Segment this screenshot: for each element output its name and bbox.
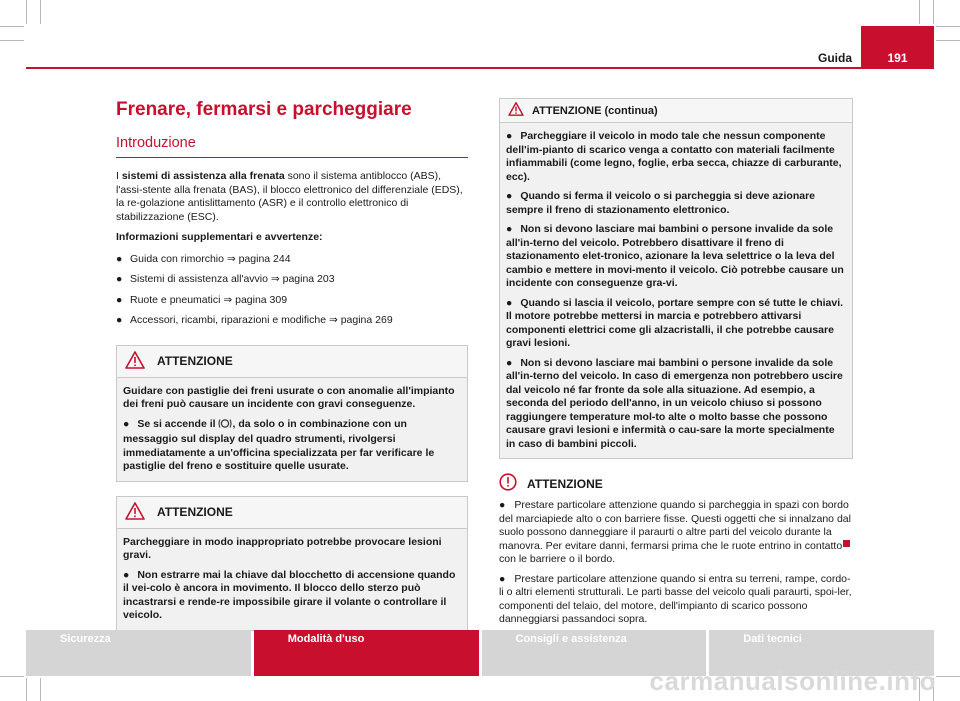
list-item[interactable] <box>116 273 468 287</box>
crop-mark <box>40 678 41 701</box>
intro-paragraph <box>116 170 468 224</box>
warning-text: Non si devono lasciare mai bambini o persone invalide da sole all'in-terno del veicolo. Potrebbero disattivare il freno di stazionamento elet-tronico, azionare la leva selettrice o la leva del cambio e mettere in movi-mento il veicolo. Ciò potrebbe causare un incidente con conseguenze gra-vi. <box>506 223 844 289</box>
left-column <box>116 98 468 631</box>
tab-sicurezza[interactable]: Sicurezza <box>26 630 251 676</box>
section-end-mark <box>843 540 850 547</box>
warning-bullet-text <box>123 418 461 474</box>
warning-triangle-icon <box>125 502 145 523</box>
warning-body <box>117 529 467 630</box>
crop-mark <box>933 0 934 24</box>
crop-mark <box>936 676 960 677</box>
page-number: 191 <box>861 26 934 69</box>
subsection-rule <box>116 157 468 158</box>
warning-triangle-icon <box>508 102 524 119</box>
warning-header <box>500 99 852 123</box>
warning-text: Parcheggiare il veicolo in modo tale che nessun componente dell'im-pianto di scarico venga a contatto con materiali facilmente infiammabili (come legno, foglie, erba secca, chiazze di carburante, ecc). <box>506 130 842 183</box>
caution-body <box>499 499 853 627</box>
intro-prefix: I <box>116 170 122 182</box>
warning-text: Guidare con pastiglie dei freni usurate o con anomalie all'impianto dei freni può causare un incidente con gravi conseguenze. <box>123 384 455 410</box>
crop-mark <box>40 0 41 24</box>
warning-box-continued <box>499 98 853 459</box>
tab-modalita-duso[interactable]: Modalità d'uso <box>254 630 479 676</box>
warning-bullet-text <box>506 223 846 291</box>
tab-consigli-e-assistenza[interactable]: Consigli e assistenza <box>482 630 707 676</box>
bullet-icon: ● <box>116 293 123 306</box>
warning-text: Non estrarre mai la chiave dal blocchetto di accensione quando il vei-colo è ancora in movimento. Il blocco dello sterzo può incastrarsi e rende-re impossibile girare il volante o controllare il veicolo. <box>123 568 456 621</box>
warning-title: ATTENZIONE <box>157 505 233 519</box>
subsection-title: Introduzione <box>116 135 196 151</box>
list-item[interactable] <box>116 314 468 328</box>
header-rule <box>26 67 934 69</box>
caution-text: Prestare particolare attenzione quando si entra su terreni, rampe, cordo-li o altri elementi strutturali. Le parti basse del veicolo quali paraurti, spoi-ler, componenti del telaio, del motore, dell'impianto di scarico possono danneggiarsi passandoci sopra. <box>499 572 852 625</box>
warning-bullet-text <box>506 130 846 184</box>
warning-bullet-text <box>506 357 846 452</box>
warning-bullet-text <box>123 569 461 623</box>
crop-mark <box>936 26 960 27</box>
brake-warning-icon <box>218 418 232 434</box>
bullet-icon: ● <box>123 417 130 430</box>
warning-title: ATTENZIONE <box>157 354 233 368</box>
bullet-icon: ● <box>506 130 513 142</box>
reference-list <box>116 253 468 328</box>
crop-mark <box>919 0 920 24</box>
caution-bullet-text <box>499 573 853 627</box>
caution-title: ATTENZIONE <box>527 476 603 491</box>
bullet-icon: ● <box>506 223 513 235</box>
warning-bullet-text <box>506 297 846 351</box>
bullet-icon: ● <box>499 572 506 585</box>
crop-mark <box>936 40 960 41</box>
caution-bullet-text <box>499 499 853 567</box>
bullet-icon: ● <box>116 252 123 265</box>
warning-triangle-icon <box>125 351 145 372</box>
bullet-icon: ● <box>123 568 130 581</box>
intro-bold: sistemi di assistenza alla frenata <box>121 170 285 182</box>
warning-title: ATTENZIONE (continua) <box>532 104 658 117</box>
section-title: Frenare, fermarsi e parcheggiare <box>116 99 412 120</box>
bullet-icon: ● <box>499 499 506 511</box>
warning-body <box>117 378 467 481</box>
crop-mark <box>0 40 24 41</box>
warning-text: Quando si ferma il veicolo o si parcheggia si deve azionare sempre il freno di stazionamento elettronico. <box>506 190 816 216</box>
warning-text: Quando si lascia il veicolo, portare sempre con sé tutte le chiavi. Il motore potrebbe mettersi in marcia e potrebbero attivarsi componenti elettrici come gli alzacristalli, il che potrebbe causare gravi lesioni. <box>506 296 844 349</box>
warning-body <box>500 123 852 458</box>
bullet-icon: ● <box>506 296 513 309</box>
list-item[interactable] <box>116 294 468 308</box>
caution-header <box>499 473 853 494</box>
warning-box-parking <box>116 496 468 631</box>
warning-header <box>117 346 467 378</box>
reference-link: Sistemi di assistenza all'avvio ⇒ pagina 203 <box>130 273 335 285</box>
warning-text: Parcheggiare in modo inappropriato potrebbe provocare lesioni gravi. <box>123 535 442 561</box>
warning-header <box>117 497 467 529</box>
crop-mark <box>0 26 24 27</box>
header-section-title: Guida <box>817 51 852 65</box>
caution-circle-icon <box>499 473 517 494</box>
warning-text: , da solo o in combinazione con un messaggio sul display del quadro strumenti, rivolgersi immediatamente a un'officina specializzata per far verificare le pastiglie del freno e sostituire quelle usurate. <box>123 417 435 472</box>
crop-mark <box>0 676 24 677</box>
caution-text: Prestare particolare attenzione quando si parcheggia in spazi con bordo del marciapiede alto o con barriere fisse. Questi oggetti che si innalzano dal suolo possono danneggiare il paraurti o altre parti del veicolo durante la manovra. Per evitare danni, fermarsi prima che le ruote entrino in contatto con le barriere o il bordo. <box>499 499 851 565</box>
list-item[interactable] <box>116 253 468 267</box>
intro-rest: sono il sistema antiblocco (ABS), l'assi-stente alla frenata (BAS), il blocco elettronico del differenziale (EDS), la re-golazione antislittamento (ASR) e il controllo elettronico di stabilizzazione (ESC). <box>116 170 463 223</box>
bullet-icon: ● <box>506 356 513 369</box>
reference-link: Ruote e pneumatici ⇒ pagina 309 <box>130 293 288 306</box>
watermark: carmanualsonline.info <box>649 666 936 696</box>
reference-link: Guida con rimorchio ⇒ pagina 244 <box>130 252 291 265</box>
tab-dati-tecnici[interactable]: Dati tecnici <box>709 630 934 676</box>
warning-text: Se si accende il <box>137 417 219 430</box>
warning-bullet-text <box>506 190 846 217</box>
warning-box-brakes <box>116 345 468 482</box>
warning-text: Non si devono lasciare mai bambini o persone invalide da sole all'in-terno del veicolo. In caso di emergenza non potrebbero uscire dal veicolo né far fronte da sole alla situazione. Ad esempio, a seconda del periodo dell'anno, in un veicolo chiuso si possono raggiungere temperature mol-to alte o molto basse che possono causare gravi lesioni e infermità o cau-sare la morte specialmente in caso di bambini piccoli. <box>506 356 843 450</box>
right-column <box>499 98 853 633</box>
crop-mark <box>26 0 27 24</box>
info-label: Informazioni supplementari e avvertenze: <box>116 231 323 243</box>
reference-link: Accessori, ricambi, riparazioni e modifiche ⇒ pagina 269 <box>130 314 393 326</box>
bullet-icon: ● <box>506 190 513 202</box>
crop-mark <box>26 678 27 701</box>
bullet-icon: ● <box>116 314 123 326</box>
bullet-icon: ● <box>116 273 123 285</box>
